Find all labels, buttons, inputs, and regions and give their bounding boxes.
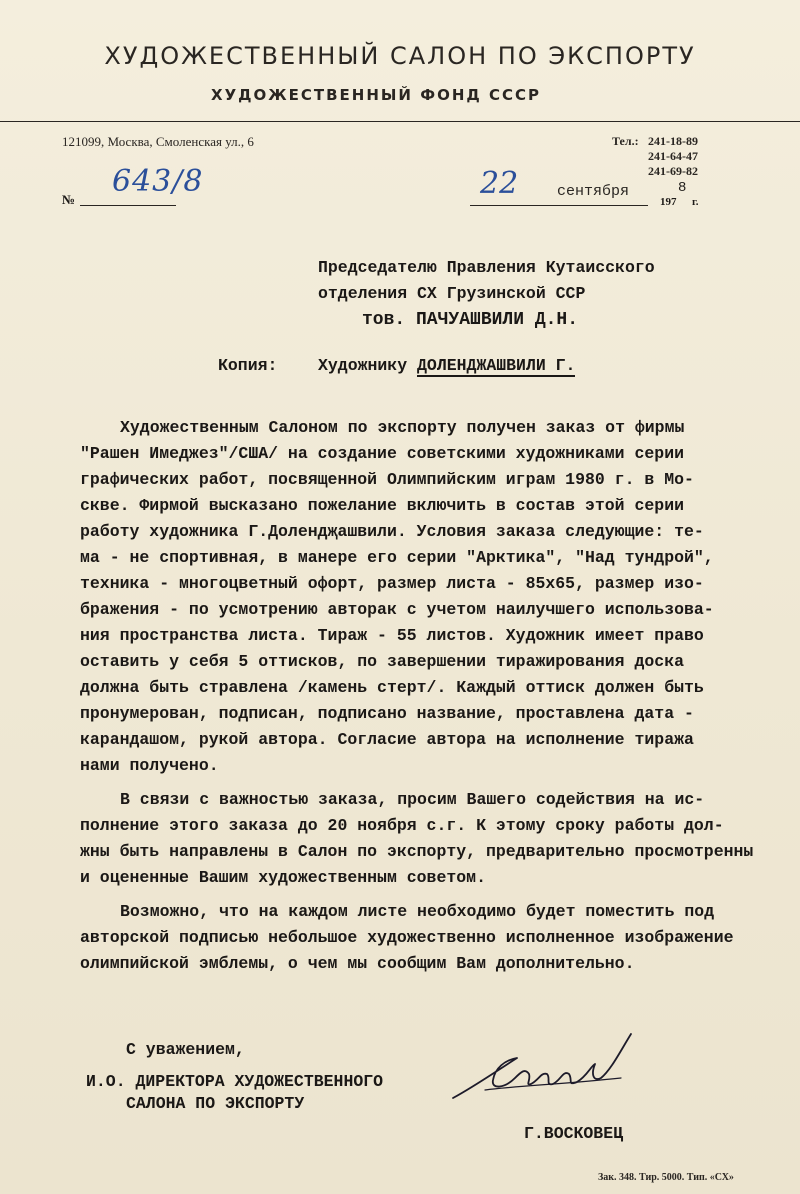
copy-recipient xyxy=(318,356,575,375)
number-label: № xyxy=(62,192,76,207)
signatory-position: САЛОНА ПО ЭКСПОРТУ xyxy=(126,1094,305,1113)
date-month: сентября xyxy=(557,183,630,200)
tel-label: Тел.: xyxy=(612,134,639,148)
date-year-prefix: 197 xyxy=(660,196,677,208)
tel-number: 241-18-89 xyxy=(648,134,698,148)
reference-number-handwritten: 643/8 xyxy=(112,164,204,199)
date-underline xyxy=(470,205,648,206)
date-day-handwritten: 22 xyxy=(480,166,519,201)
body-line: "Рашен Имеджез"/США/ на создание советскими художниками серии xyxy=(80,444,684,463)
body-line: пронумерован, подписан, подписано название, проставлена дата - xyxy=(80,704,694,723)
body-line: жны быть направлены в Салон по экспорту, предварительно просмотренны xyxy=(80,842,754,861)
body-line: скве. Фирмой высказано пожелание включить в состав этой серии xyxy=(80,496,684,515)
addressee-line: отделения СХ Грузинской ССР xyxy=(318,284,586,303)
closing-regards: С уважением, xyxy=(126,1040,245,1059)
signatory-name: Г.ВОСКОВЕЦ xyxy=(524,1124,624,1143)
copy-prefix: Художнику xyxy=(318,356,418,375)
body-line: графических работ, посвященной Олимпийским играм 1980 г. в Мо- xyxy=(80,470,694,489)
print-footer: Зак. 348. Тир. 5000. Тип. «СХ» xyxy=(598,1172,734,1183)
date-year-digit: 8 xyxy=(678,180,687,196)
body-line: техника - многоцветный офорт, размер листа - 85х65, размер изо- xyxy=(80,574,704,593)
body-line: Возможно, что на каждом листе необходимо будет поместить под xyxy=(120,902,715,921)
handwritten-signature xyxy=(445,1028,645,1108)
body-line: В связи с важностью заказа, просим Вашего содействия на ис- xyxy=(120,790,705,809)
body-line: ния пространства листа. Тираж - 55 листов. Художник имеет право xyxy=(80,626,704,645)
body-line: должна быть стравлена /камень стерт/. Каждый оттиск должен быть xyxy=(80,678,704,697)
copy-label: Копия: xyxy=(218,356,278,375)
addressee-name: тов. ПАЧУАШВИЛИ Д.Н. xyxy=(362,310,579,330)
organization-subtitle: ХУДОЖЕСТВЕННЫЙ ФОНД СССР xyxy=(211,86,541,104)
body-line: карандашом, рукой автора. Согласие автора на исполнение тиража xyxy=(80,730,694,749)
body-line: оставить у себя 5 оттисков, по завершении тиражирования доска xyxy=(80,652,684,671)
body-line: Художественным Салоном по экспорту получен заказ от фирмы xyxy=(120,418,685,437)
address: 121099, Москва, Смоленская ул., 6 xyxy=(62,134,254,149)
addressee-line: Председателю Правления Кутаисского xyxy=(318,258,655,277)
body-line: работу художника Г.Долендҗашвили. Условия заказа следующие: те- xyxy=(80,522,704,541)
body-line: олимпийской эмблемы, о чем мы сообщим Вам дополнительно. xyxy=(80,954,635,973)
tel-number: 241-64-47 xyxy=(648,149,698,163)
body-line: бражения - по усмотрению авторак с учетом наилучшего использова- xyxy=(80,600,714,619)
tel-number: 241-69-82 xyxy=(648,164,698,178)
body-line: ма - не спортивная, в манере его серии "Арктика", "Над тундрой", xyxy=(80,548,714,567)
body-line: авторской подписью небольшое художественно исполненное изображение xyxy=(80,928,734,947)
header-divider xyxy=(0,121,800,122)
signatory-position: И.О. ДИРЕКТОРА ХУДОЖЕСТВЕННОГО xyxy=(86,1072,384,1091)
number-underline xyxy=(80,205,176,206)
body-line: нами получено. xyxy=(80,756,219,775)
organization-title: ХУДОЖЕСТВЕННЫЙ САЛОН ПО ЭКСПОРТУ xyxy=(104,42,696,70)
telephone-block xyxy=(612,134,698,179)
body-line: полнение этого заказа до 20 ноября с.г. К этому сроку работы дол- xyxy=(80,816,724,835)
body-line: и оцененные Вашим художественным советом. xyxy=(80,868,486,887)
date-year-suffix: г. xyxy=(692,196,699,208)
copy-name: ДОЛЕНДЖАШВИЛИ Г. xyxy=(417,356,576,375)
